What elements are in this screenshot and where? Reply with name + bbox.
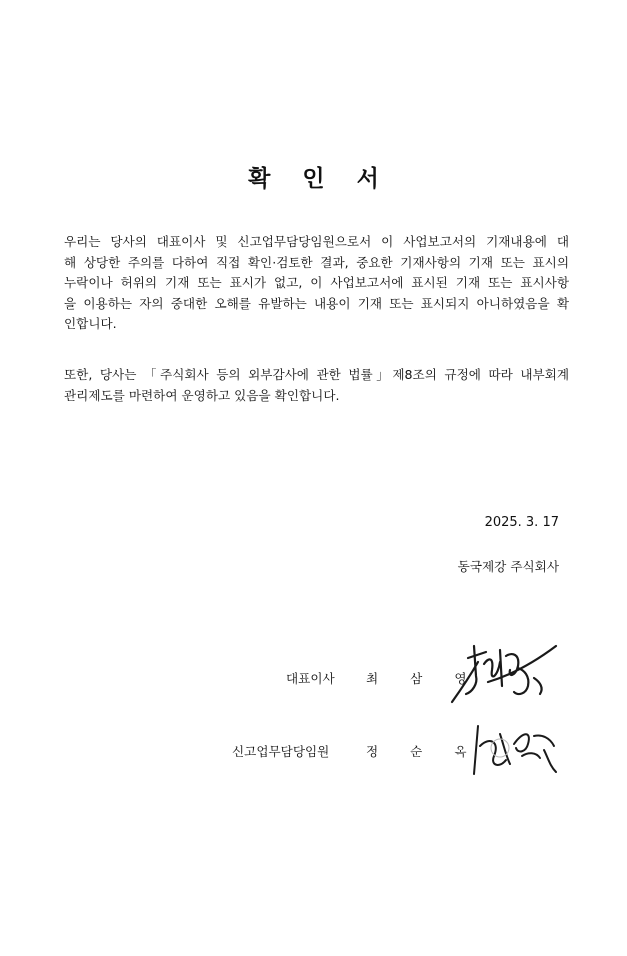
ceo-name: 최 삼 영 <box>366 671 481 686</box>
document-title: 확 인 서 <box>248 166 391 192</box>
paragraph-line: 관리제도를 마련하여 운영하고 있음을 확인합니다. <box>64 387 340 403</box>
internal-control-paragraph <box>64 365 569 406</box>
reporting-officer-signature <box>470 716 562 778</box>
ceo-role: 대표이사 <box>286 671 335 686</box>
company-name: 동국제강 주식회사 <box>457 559 559 574</box>
paragraph-line: 우리는 당사의 대표이사 및 신고업무담당임원으로서 이 사업보고서의 기재내용에 대 <box>64 234 569 249</box>
ceo-signature <box>448 636 560 710</box>
paragraph-line: 인합니다. <box>64 316 117 331</box>
document-date: 2025. 3. 17 <box>484 515 559 530</box>
paragraph-line: 을 이용하는 자의 중대한 오해를 유발하는 내용이 기재 또는 표시되지 아니하였음을 확 <box>64 295 569 311</box>
reporting-officer-role: 신고업무담당임원 <box>232 744 330 759</box>
reporting-officer-name: 정 순 옥 <box>366 744 481 759</box>
paragraph-line: 또한, 당사는 「주식회사 등의 외부감사에 관한 법률」제8조의 규정에 따라 내부회계 <box>64 367 569 382</box>
confirmation-paragraph <box>64 232 569 335</box>
paragraph-line: 해 상당한 주의를 다하여 직접 확인·검토한 결과, 중요한 기재사항의 기재 또는 표시의 <box>64 254 569 270</box>
paragraph-line: 누락이나 허위의 기재 또는 표시가 없고, 이 사업보고서에 표시된 기재 또는 표시사항 <box>64 275 569 290</box>
